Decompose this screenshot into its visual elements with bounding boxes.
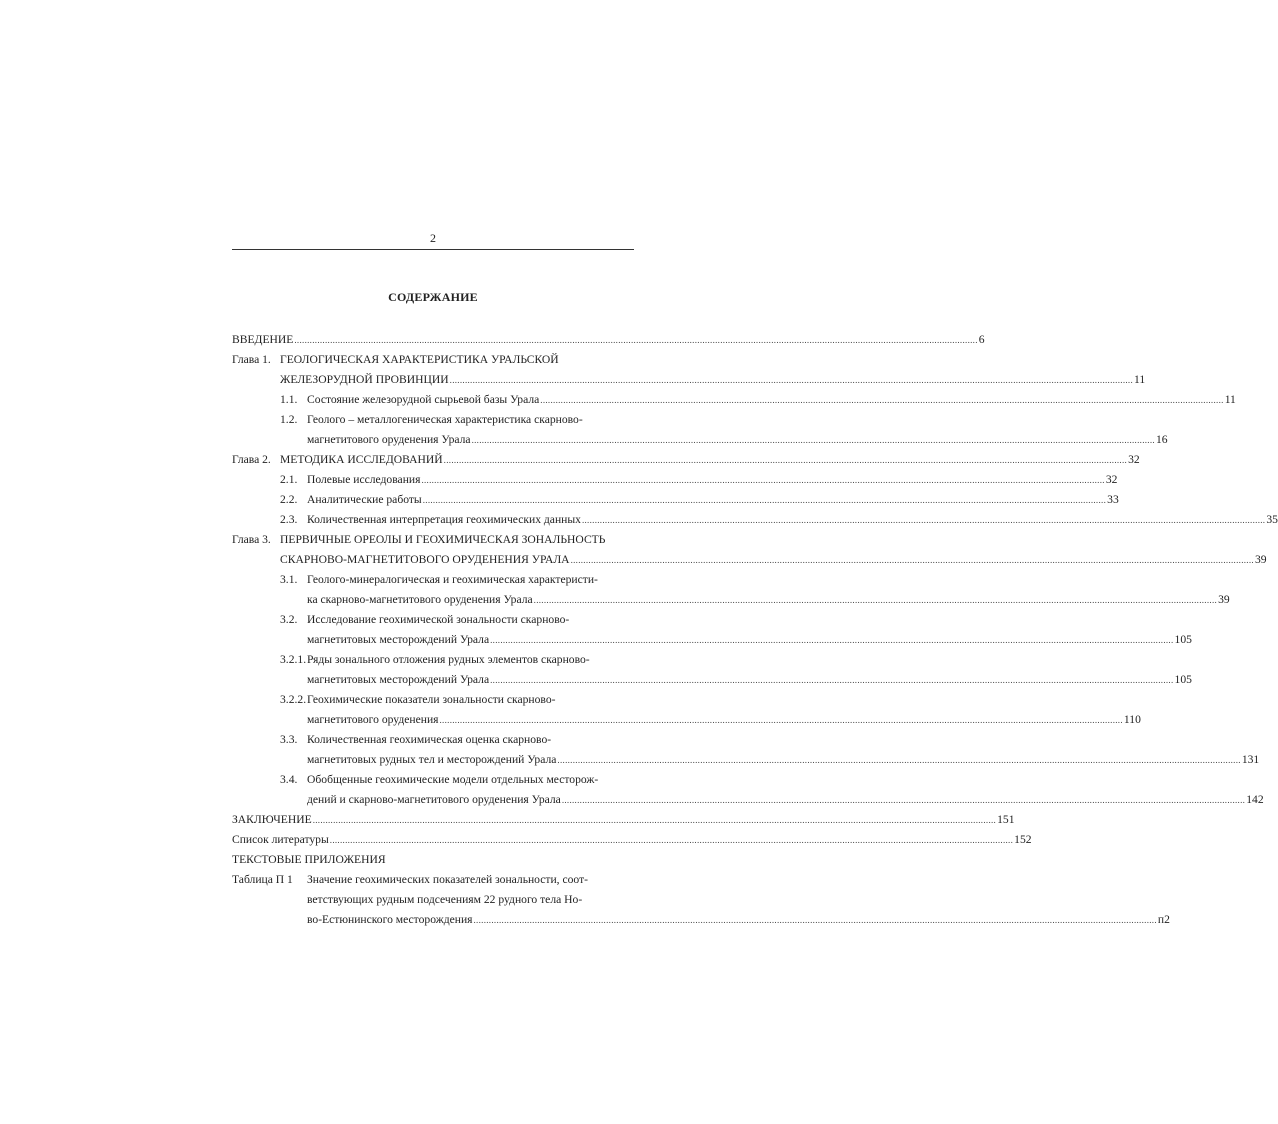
toc-entry-chapter-1 xyxy=(232,351,634,369)
toc-entry-3-2-2 xyxy=(280,691,634,709)
toc-entry-text: Список литературы xyxy=(232,833,329,846)
toc-page-number: 110 xyxy=(1123,713,1141,726)
toc-entry-1-1 xyxy=(280,391,1236,409)
toc-entry-text: дений и скарново-магнетитового оруденения Урала xyxy=(307,793,561,806)
toc-page-number: 6 xyxy=(978,333,985,346)
toc-entry-text: ЖЕЛЕЗОРУДНОЙ ПРОВИНЦИИ xyxy=(280,373,449,386)
leader-dots xyxy=(294,331,977,349)
toc-page-number: 11 xyxy=(1134,373,1146,386)
toc-page-number: 151 xyxy=(997,813,1015,826)
toc-page-number: 105 xyxy=(1174,633,1192,646)
section-number: 2.3. xyxy=(280,513,298,526)
toc-entry-text: магнетитовых рудных тел и месторождений Урала xyxy=(307,753,557,766)
toc-entry-text: Аналитические работы xyxy=(307,493,422,506)
toc-entry-text: Геолого – металлогеническая характеристика скарново- xyxy=(307,413,583,426)
section-number: 3.3. xyxy=(280,733,298,746)
toc-entry-table-p1 xyxy=(232,871,634,889)
toc-page-number: 32 xyxy=(1128,453,1140,466)
section-number: 3.2. xyxy=(280,613,298,626)
chapter-label: Глава 3. xyxy=(232,533,271,546)
toc-entry-text: Ряды зонального отложения рудных элементов скарново- xyxy=(307,653,590,666)
toc-entry-text: ка скарново-магнетитового оруденения Урала xyxy=(307,593,533,606)
toc-entry-3-1 xyxy=(280,571,634,589)
leader-dots xyxy=(582,511,1265,529)
leader-dots xyxy=(472,431,1155,449)
leader-dots xyxy=(562,791,1245,809)
toc-entry-text: Исследование геохимической зональности скарново- xyxy=(307,613,570,626)
toc-entry-3-2-2-cont xyxy=(307,711,1141,729)
toc-entry-table-p1-cont-1 xyxy=(307,891,634,909)
toc-entry-chapter-2 xyxy=(232,451,1140,469)
toc-entry-intro xyxy=(232,331,985,349)
leader-dots xyxy=(440,711,1123,729)
leader-dots xyxy=(490,631,1173,649)
toc-entry-1-2 xyxy=(280,411,634,429)
chapter-label: Глава 1. xyxy=(232,353,271,366)
section-number: 3.2.2. xyxy=(280,693,307,706)
toc-entry-text: Геолого-минералогическая и геохимическая характеристи- xyxy=(307,573,598,586)
toc-entry-text: ветствующих рудным подсечениям 22 рудного тела Но- xyxy=(307,893,583,906)
section-number: 3.1. xyxy=(280,573,298,586)
toc-page-number: 32 xyxy=(1105,473,1118,486)
toc-page-number: 142 xyxy=(1246,793,1264,806)
toc-entry-2-2 xyxy=(280,491,1119,509)
toc-page-number: 33 xyxy=(1107,493,1119,506)
toc-title: СОДЕРЖАНИЕ xyxy=(388,290,478,304)
toc-entry-text: ГЕОЛОГИЧЕСКАЯ ХАРАКТЕРИСТИКА УРАЛЬСКОЙ xyxy=(280,353,559,366)
leader-dots xyxy=(557,751,1240,769)
toc-entry-2-3 xyxy=(280,511,1278,529)
leader-dots xyxy=(450,371,1133,389)
table-label: Таблица П 1 xyxy=(232,873,293,886)
section-number: 1.2. xyxy=(280,413,298,426)
toc-entry-text: Количественная интерпретация геохимических данных xyxy=(307,513,581,526)
toc-page-number: 39 xyxy=(1254,553,1267,566)
toc-entry-3-3 xyxy=(280,731,634,749)
toc-entry-text: ПЕРВИЧНЫЕ ОРЕОЛЫ И ГЕОХИМИЧЕСКАЯ ЗОНАЛЬНОСТЬ xyxy=(280,533,606,546)
toc-page-number: п2 xyxy=(1157,913,1170,926)
leader-dots xyxy=(540,391,1223,409)
page-number: 2 xyxy=(430,231,436,245)
toc-entry-conclusion xyxy=(232,811,1015,829)
leader-dots xyxy=(444,451,1127,469)
toc-entry-chapter-3-cont xyxy=(280,551,1267,569)
leader-dots xyxy=(421,471,1104,489)
leader-dots xyxy=(474,911,1157,929)
toc-entry-3-2-1 xyxy=(280,651,634,669)
toc-entry-3-2-1-cont xyxy=(307,671,1192,689)
leader-dots xyxy=(330,831,1013,849)
toc-entry-text: Состояние железорудной сырьевой базы Урала xyxy=(307,393,540,406)
toc-entry-3-4-cont xyxy=(307,791,1264,809)
toc-entry-text: Геохимические показатели зональности скарново- xyxy=(307,693,556,706)
section-number: 2.1. xyxy=(280,473,298,486)
toc-entry-2-1 xyxy=(280,471,1118,489)
toc-entry-text: Количественная геохимическая оценка скарново- xyxy=(307,733,552,746)
toc-entry-1-2-cont xyxy=(307,431,1168,449)
toc-entry-text: Обобщенные геохимические модели отдельных месторож- xyxy=(307,773,599,786)
leader-dots xyxy=(490,671,1173,689)
section-number: 2.2. xyxy=(280,493,298,506)
toc-page-number: 16 xyxy=(1155,433,1168,446)
toc-entry-references xyxy=(232,831,1032,849)
toc-entry-3-4 xyxy=(280,771,634,789)
leader-dots xyxy=(571,551,1254,569)
toc-entry-3-2-cont xyxy=(307,631,1192,649)
toc-page-number: 131 xyxy=(1241,753,1260,766)
toc-entry-text: ЗАКЛЮЧЕНИЕ xyxy=(232,813,312,826)
toc-page-number: 152 xyxy=(1014,833,1032,846)
toc-entry-chapter-1-cont xyxy=(280,371,1146,389)
toc-page-number: 11 xyxy=(1224,393,1236,406)
section-number: 3.2.1. xyxy=(280,653,307,666)
header-rule xyxy=(232,249,634,250)
toc-entry-text: магнетитовых месторождений Урала xyxy=(307,633,490,646)
toc-entry-text: ВВЕДЕНИЕ xyxy=(232,333,294,346)
toc-entry-3-2 xyxy=(280,611,634,629)
toc-page-number: 105 xyxy=(1174,673,1192,686)
section-number: 1.1. xyxy=(280,393,298,406)
toc-page-number: 35 xyxy=(1266,513,1278,526)
toc-entry-text: СКАРНОВО-МАГНЕТИТОВОГО ОРУДЕНЕНИЯ УРАЛА xyxy=(280,553,570,566)
toc-entry-text: во-Естюнинского месторождения xyxy=(307,913,473,926)
toc-entry-text: МЕТОДИКА ИССЛЕДОВАНИЙ xyxy=(280,453,443,466)
leader-dots xyxy=(423,491,1106,509)
toc-entry-text: Полевые исследования xyxy=(307,473,421,486)
toc-entry-text: магнетитовых месторождений Урала xyxy=(307,673,490,686)
leader-dots xyxy=(534,591,1217,609)
section-number: 3.4. xyxy=(280,773,298,786)
toc-entry-3-3-cont xyxy=(307,751,1260,769)
toc-entry-table-p1-cont-2 xyxy=(307,911,1170,929)
toc-entry-chapter-3 xyxy=(232,531,634,549)
toc-entry-text: Значение геохимических показателей зональности, соот- xyxy=(307,873,588,886)
leader-dots xyxy=(313,811,996,829)
chapter-label: Глава 2. xyxy=(232,453,271,466)
toc-entry-text: ТЕКСТОВЫЕ ПРИЛОЖЕНИЯ xyxy=(232,853,386,866)
toc-entry-appendices xyxy=(232,851,634,869)
toc-entry-text: магнетитового оруденения Урала xyxy=(307,433,471,446)
toc-entry-3-1-cont xyxy=(307,591,1230,609)
toc-page-number: 39 xyxy=(1218,593,1230,606)
toc-entry-text: магнетитового оруденения xyxy=(307,713,439,726)
